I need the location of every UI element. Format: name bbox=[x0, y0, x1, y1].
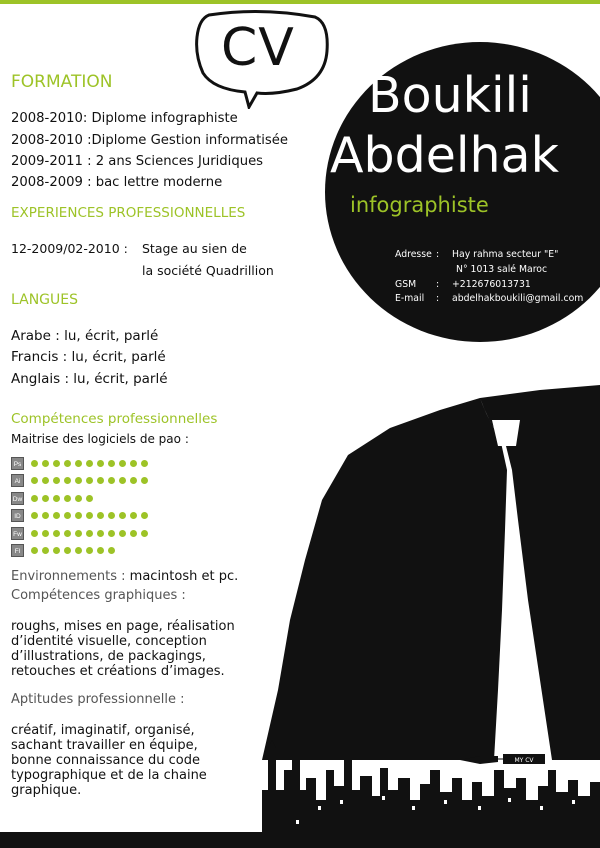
graphiques-line: d’identité visuelle, conception bbox=[11, 634, 207, 649]
environnements-value: macintosh et pc. bbox=[129, 569, 239, 584]
graphiques-title: Compétences graphiques : bbox=[11, 588, 186, 603]
job-title: infographiste bbox=[350, 193, 489, 217]
language-item: Anglais : lu, écrit, parlé bbox=[11, 371, 168, 387]
formation-item: 2008-2010 :Diplome Gestion informatisée bbox=[11, 133, 289, 148]
contact-label-gsm: GSM bbox=[395, 279, 417, 290]
language-item: Francis : lu, écrit, parlé bbox=[11, 349, 166, 365]
plane-banner-text: MY CV bbox=[514, 757, 534, 764]
environnements-label: Environnements : bbox=[11, 569, 126, 584]
formation-item: 2008-2009 : bac lettre moderne bbox=[11, 175, 223, 190]
software-icon: Fw bbox=[11, 527, 24, 540]
software-icon: Fl bbox=[11, 544, 24, 557]
software-icon: ID bbox=[11, 509, 24, 522]
jacket-shape bbox=[262, 385, 600, 760]
aptitudes-line: bonne connaissance du code bbox=[11, 753, 200, 768]
formation-item: 2008-2010: Diplome infographiste bbox=[11, 111, 238, 126]
software-icon: Ai bbox=[11, 474, 24, 487]
aptitudes-line: graphique. bbox=[11, 783, 82, 798]
langues-title: LANGUES bbox=[11, 292, 78, 308]
aptitudes-line: créatif, imaginatif, organisé, bbox=[11, 723, 195, 738]
contact-label-adresse: Adresse bbox=[395, 249, 432, 260]
graphiques-line: retouches et créations d’images. bbox=[11, 664, 225, 679]
aptitudes-line: sachant travailler en équipe, bbox=[11, 738, 198, 753]
contact-address-2: N° 1013 salé Maroc bbox=[456, 264, 548, 275]
software-icon: Dw bbox=[11, 492, 24, 505]
last-name: Abdelhak bbox=[330, 127, 559, 184]
experience-date: 12-2009/02-2010 : bbox=[11, 241, 128, 256]
contact-sep: : bbox=[436, 279, 440, 290]
aptitudes-title: Aptitudes professionnelle : bbox=[11, 692, 185, 707]
competences-subtitle: Maitrise des logiciels de pao : bbox=[11, 432, 189, 446]
formation-item: 2009-2011 : 2 ans Sciences Juridiques bbox=[11, 154, 264, 169]
top-accent-bar bbox=[0, 0, 600, 4]
formation-title: FORMATION bbox=[11, 72, 113, 92]
experience-line-2: la société Quadrillion bbox=[142, 263, 274, 278]
graphiques-line: roughs, mises en page, réalisation bbox=[11, 619, 235, 634]
contact-phone: +212676013731 bbox=[452, 279, 531, 290]
experience-title: EXPERIENCES PROFESSIONNELLES bbox=[11, 205, 246, 221]
aptitudes-line: typographique et de la chaine bbox=[11, 768, 207, 783]
contact-email: abdelhakboukili@gmail.com bbox=[452, 293, 584, 304]
language-item: Arabe : lu, écrit, parlé bbox=[11, 328, 159, 344]
contact-address-1: Hay rahma secteur "E" bbox=[452, 249, 559, 260]
contact-sep: : bbox=[436, 293, 440, 304]
graphiques-line: d’illustrations, de packagings, bbox=[11, 649, 206, 664]
software-icon: Ps bbox=[11, 457, 24, 470]
suit-city-silhouette bbox=[0, 380, 600, 848]
contact-label-email: E-mail bbox=[395, 293, 425, 304]
contact-sep: : bbox=[436, 249, 440, 260]
cv-label: CV bbox=[221, 18, 295, 78]
experience-line-1: Stage au sien de bbox=[142, 241, 247, 256]
first-name: Boukili bbox=[368, 67, 532, 124]
competences-title: Compétences professionnelles bbox=[11, 411, 218, 427]
